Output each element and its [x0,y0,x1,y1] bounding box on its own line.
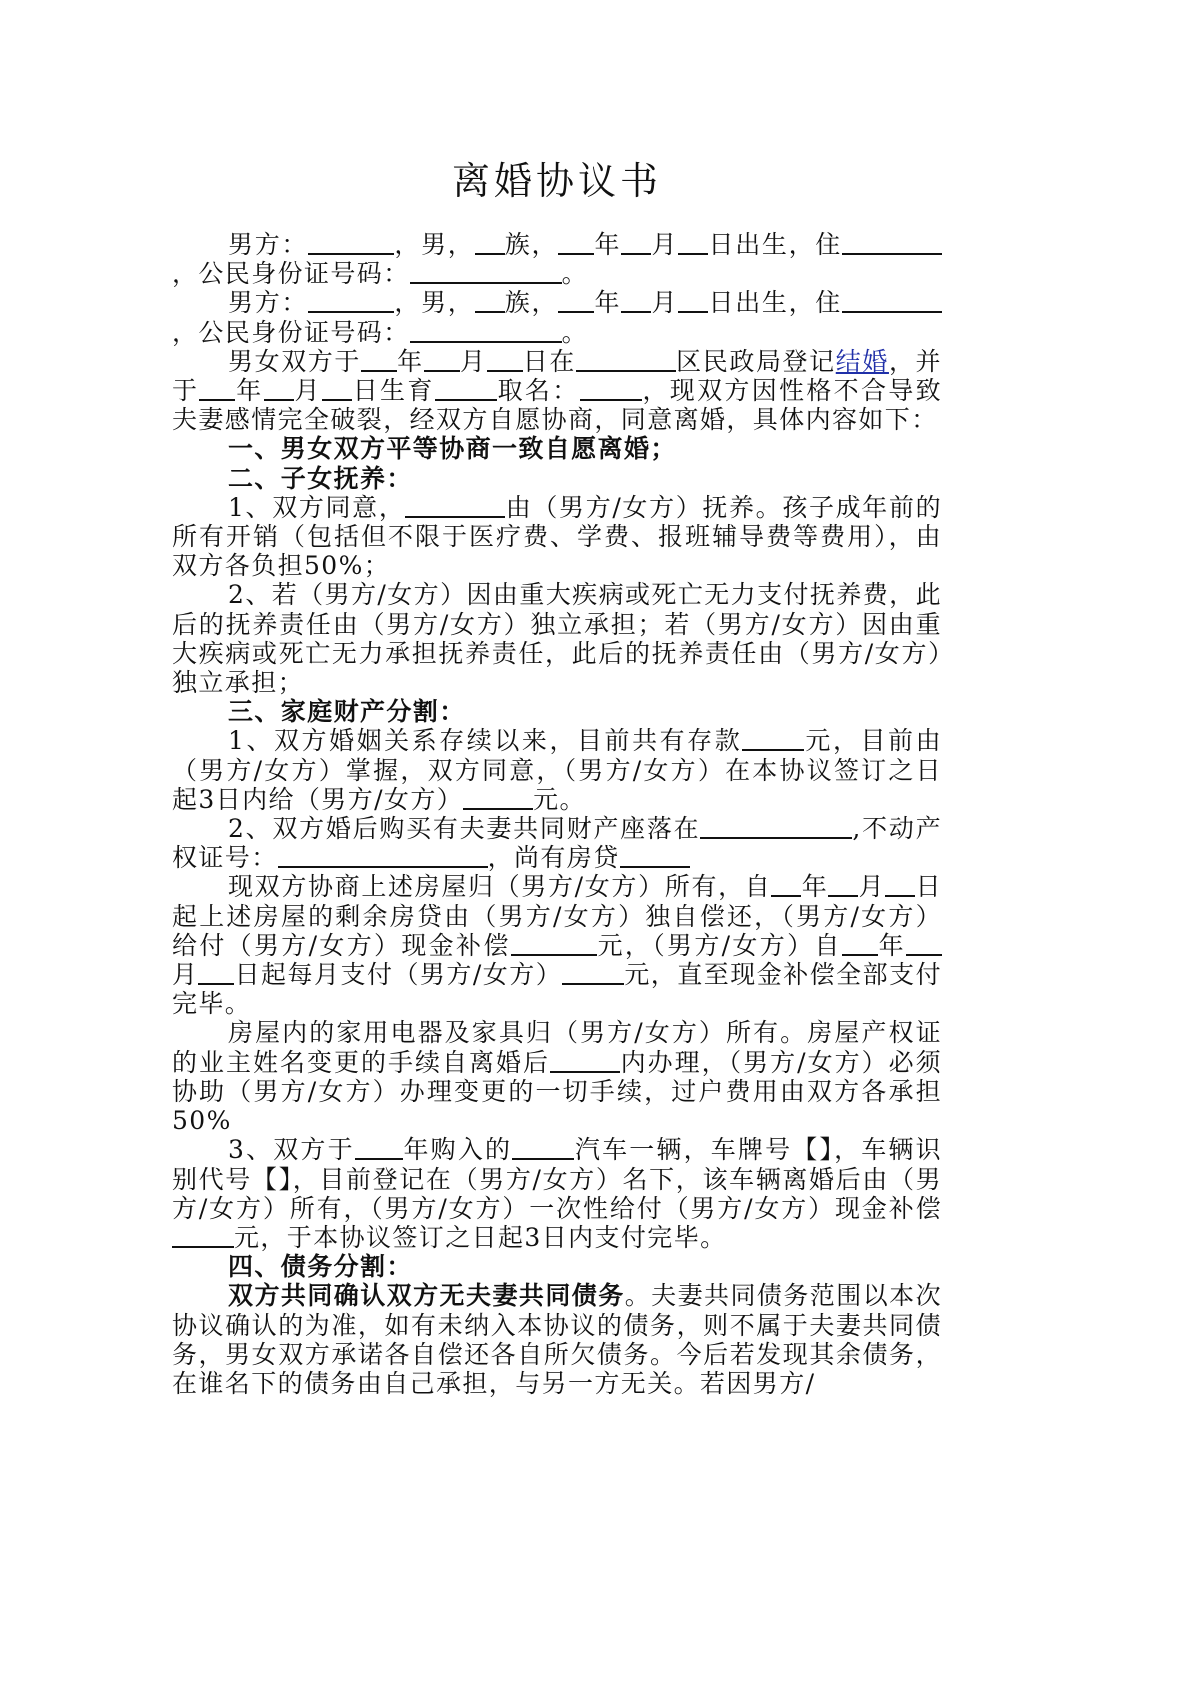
period-blank[interactable] [550,1049,620,1073]
year-blank[interactable] [842,932,878,956]
day-blank[interactable] [322,377,352,401]
clause-text: 2、双方婚后购买有夫妻共同财产座落在 [228,814,701,844]
id-label: ，公民身份证号码： [172,317,410,347]
month-blank[interactable] [424,348,460,372]
clause-text: 月 [172,960,199,990]
section-2-item-1 [172,493,942,581]
month-blank[interactable] [621,289,651,313]
clause-text: 年 [801,872,829,902]
section-3-heading: 三、家庭财产分割： [228,697,466,727]
clause-text: 日起每月支付（男方/女方） [234,960,563,990]
section-4-heading: 四、债务分割： [228,1252,413,1282]
name-blank[interactable] [308,231,394,255]
birth-text: 日出生，住 [708,230,842,259]
day-blank[interactable] [487,348,523,372]
child-name-blank[interactable] [580,377,642,401]
clause-text: 年购入的 [402,1135,513,1165]
year-blank[interactable] [558,231,594,255]
document-title: 离婚协议书 [451,159,662,203]
day-blank[interactable] [678,231,708,255]
year-blank[interactable] [558,289,594,313]
address-blank[interactable] [842,289,942,313]
section-3-item-1 [172,726,942,814]
amount-blank[interactable] [463,786,533,810]
year-blank[interactable] [199,377,235,401]
section-3-item-2 [172,814,942,872]
clause-text: ，尚有房贷 [487,843,620,873]
clause-text: 汽车一辆，车牌号【】，车辆识别代号【】，目前登记在（男方/女方）名下，该车辆离婚后由（男方/女方）所有，（男方/女方）一次性给付（男方/女方）现金补偿 [172,1135,942,1223]
day-blank[interactable] [885,873,915,897]
intro-text: 日生育 [351,376,435,406]
clause-text: ,不动产权证号： [172,814,942,873]
intro-text: 年 [396,346,424,376]
house-paragraph [172,872,942,1018]
name-blank[interactable] [308,289,394,313]
id-blank[interactable] [410,260,562,284]
party1-paragraph [172,230,942,288]
intro-text: 取名： [496,376,580,406]
clause-text: 元，于本协议签订之日起3日内支付完毕。 [234,1222,727,1252]
clause-text: 月 [858,872,886,902]
intro-text: ，现双方因性格不合导致夫妻感情完全破裂，经双方自愿协商，同意离婚，具体内容如下： [172,376,943,435]
clause-text: 元，（男方/女方）自 [596,930,842,960]
year-text: 年 [594,288,622,318]
party2-paragraph [172,288,942,346]
intro-paragraph [172,347,942,435]
month-text: 月 [651,230,679,259]
clause-text: 现双方协商上述房屋归（男方/女方）所有，自 [228,872,772,902]
section-2-item-2: 2、若（男方/女方）因由重大疾病或死亡无力支付抚养费，此后的抚养责任由（男方/女方）独立承担；若（男方/女方）因由重大疾病或死亡无力承担抚养责任，此后的抚养责任由（男方/女方）独立承担； [172,580,942,698]
clause-text: 。夫妻共同债务范围以本次协议确认的为准，如有未纳入本协议的债务，则不属于夫妻共同债务，男女双方承诺各自偿还各自所欠债务。今后若发现其余债务，在谁名下的债务由自己承担，与另一方无关。若因男方/ [172,1281,942,1398]
ethnicity-blank[interactable] [475,231,505,255]
id-label: ，公民身份证号码： [172,259,410,289]
debt-lead: 双方共同确认双方无夫妻共同债务 [228,1281,625,1311]
gender-text: ，男， [394,230,475,259]
savings-blank[interactable] [742,727,804,751]
year-text: 年 [594,230,622,259]
clause-text: 年 [877,930,906,960]
month-blank[interactable] [906,932,942,956]
month-text: 月 [651,288,679,318]
marriage-link[interactable]: 结婚 [835,346,889,376]
purchase-year-blank[interactable] [355,1136,403,1160]
clause-text: 1、双方同意， [228,492,406,522]
property-address-blank[interactable] [700,815,852,839]
property-cert-blank[interactable] [278,844,488,868]
period: 。 [561,317,589,347]
section-4-paragraph [172,1281,942,1398]
section-3-item-3 [172,1135,942,1252]
clause-text: 日起上述房屋的剩余房贷由（男方/女方）独自偿还，（男方/女方）给付（男方/女方）现金补偿 [172,872,942,960]
monthly-payment-blank[interactable] [562,961,624,985]
car-compensation-blank[interactable] [172,1224,234,1248]
birth-text: 日出生，住 [708,288,842,318]
intro-text: 年 [235,376,264,406]
intro-text: 日在 [522,346,576,376]
child-blank[interactable] [435,377,497,401]
year-blank[interactable] [771,873,801,897]
clause-text: 元，直至现金补偿全部支付完毕。 [172,960,942,1019]
clause-text: 1、双方婚姻关系存续以来，目前共有存款 [228,726,743,756]
day-blank[interactable] [678,289,708,313]
gender-text: ，男， [394,288,475,318]
clause-text: 元。 [533,784,586,814]
section-2-heading: 二、子女抚养： [228,463,413,493]
intro-text: 月 [459,346,487,376]
appliance-paragraph [172,1018,942,1135]
month-blank[interactable] [621,231,651,255]
address-blank[interactable] [842,231,942,255]
party2-label: 男方： [228,288,309,318]
ethnicity-text: 族， [504,288,559,318]
intro-text: 男女双方于 [228,346,361,376]
year-blank[interactable] [361,348,397,372]
intro-text: 月 [293,376,322,406]
clause-text: 内办理，（男方/女方）必须协助（男方/女方）办理变更的一切手续，过户费用由双方各承担50% [172,1047,943,1136]
party1-label: 男方： [228,230,309,259]
intro-text: ，并于 [172,346,942,406]
day-blank[interactable] [198,961,234,985]
compensation-blank[interactable] [511,932,597,956]
ethnicity-text: 族， [504,230,559,259]
clause-text: 由（男方/女方）抚养。孩子成年前的所有开销（包括但不限于医疗费、学费、报班辅导费等费用），由双方各负担50%； [172,492,942,581]
section-1-heading: 一、男女双方平等协商一致自愿离婚； [228,434,677,464]
id-blank[interactable] [410,319,562,343]
clause-text: 元，目前由（男方/女方）掌握，双方同意，（男方/女方）在本协议签订之日起3日内给（男方/女方） [172,726,942,814]
document-body [172,230,942,1398]
clause-text: 3、双方于 [228,1135,355,1165]
ethnicity-blank[interactable] [475,289,505,313]
intro-text: 区民政局登记 [675,346,836,376]
custodian-blank[interactable] [405,494,505,518]
month-blank[interactable] [828,873,858,897]
mortgage-blank[interactable] [620,844,690,868]
month-blank[interactable] [264,377,294,401]
car-brand-blank[interactable] [512,1136,574,1160]
district-blank[interactable] [576,348,676,372]
period: 。 [561,259,589,289]
clause-text: 房屋内的家用电器及家具归（男方/女方）所有。房屋产权证的业主姓名变更的手续自离婚后 [172,1018,942,1077]
